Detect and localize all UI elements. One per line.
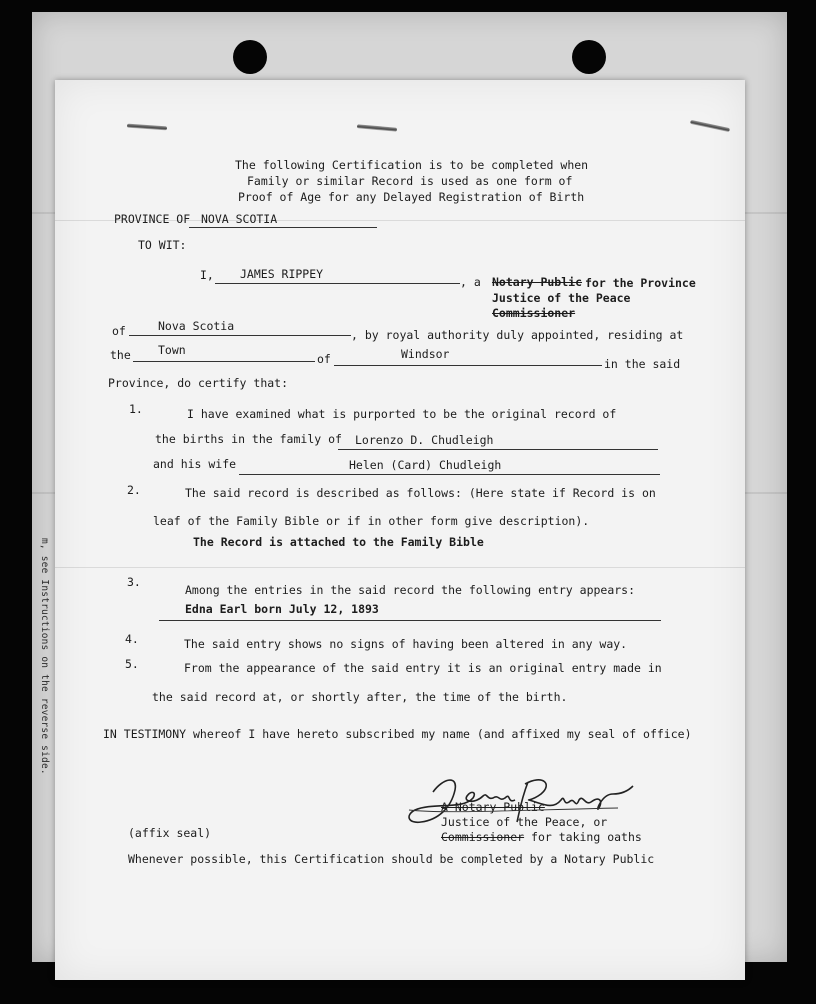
signature bbox=[403, 770, 638, 830]
item-3-text-a: Among the entries in the said record the following entry appears: bbox=[185, 583, 636, 597]
certificate-sheet bbox=[55, 80, 745, 980]
family-name: Lorenzo D. Chudleigh bbox=[355, 433, 494, 447]
of-label-2: of bbox=[317, 352, 331, 366]
header-line-2: Family or similar Record is used as one form of bbox=[247, 174, 573, 188]
item-1-text-a: I have examined what is purported to be the original record of bbox=[187, 407, 617, 421]
staple-right bbox=[690, 120, 730, 132]
sig-title-justice: Justice of the Peace, or bbox=[441, 815, 608, 829]
title-notary: Notary Public bbox=[492, 275, 583, 289]
place-value: Windsor bbox=[401, 347, 450, 361]
header-line-3: Proof of Age for any Delayed Registration of Birth bbox=[238, 190, 585, 204]
title-for-province: for the Province bbox=[585, 276, 696, 290]
sig-title-notary: A Notary Public bbox=[441, 800, 545, 814]
item-4-text: The said entry shows no signs of having been altered in any way. bbox=[184, 637, 628, 651]
item-5-number: 5. bbox=[125, 657, 139, 671]
province-label: PROVINCE OF bbox=[114, 212, 191, 226]
of-label: of bbox=[112, 324, 126, 338]
commissioner-struck: Commissioner bbox=[441, 830, 525, 844]
punch-hole-left bbox=[233, 40, 267, 74]
the-label: the bbox=[110, 348, 131, 362]
record-description: The Record is attached to the Family Bible bbox=[193, 535, 484, 549]
staple-middle bbox=[357, 124, 397, 131]
title-commissioner: Commissioner bbox=[492, 306, 576, 320]
sig-title-commissioner bbox=[441, 832, 642, 844]
punch-hole-right bbox=[572, 40, 606, 74]
header-line-1: The following Certification is to be completed when bbox=[235, 158, 589, 172]
officer-name: JAMES RIPPEY bbox=[240, 267, 324, 281]
of-value: Nova Scotia bbox=[158, 319, 235, 333]
the-value: Town bbox=[158, 343, 186, 357]
item-2-number: 2. bbox=[127, 483, 141, 497]
staple-left bbox=[127, 124, 167, 131]
footer-note: Whenever possible, this Certification should be completed by a Notary Public bbox=[128, 852, 655, 866]
item-2-text-a: The said record is described as follows: (Here state if Record is on bbox=[185, 486, 656, 500]
for-taking-oaths: for taking oaths bbox=[531, 830, 642, 844]
side-note: m, see Instructions on the reverse side. bbox=[39, 538, 50, 775]
province-value: NOVA SCOTIA bbox=[201, 212, 278, 226]
testimony: IN TESTIMONY whereof I have hereto subscribed my name (and affixed my seal of office) bbox=[103, 727, 692, 741]
item-1-number: 1. bbox=[129, 402, 143, 416]
a-label: , a bbox=[460, 275, 481, 289]
wife-name: Helen (Card) Chudleigh bbox=[349, 458, 502, 472]
title-justice: Justice of the Peace bbox=[492, 291, 631, 305]
item-3-number: 3. bbox=[127, 575, 141, 589]
province-certify: Province, do certify that: bbox=[108, 376, 289, 390]
i-label: I, bbox=[200, 268, 214, 282]
item-1-text-c: and his wife bbox=[153, 457, 237, 471]
in-the-said: in the said bbox=[604, 357, 681, 371]
item-2-text-b: leaf of the Family Bible or if in other form give description). bbox=[153, 514, 590, 528]
birth-entry: Edna Earl born July 12, 1893 bbox=[185, 602, 379, 616]
item-5-text-b: the said record at, or shortly after, the time of the birth. bbox=[152, 690, 568, 704]
item-4-number: 4. bbox=[125, 632, 139, 646]
affix-seal: (affix seal) bbox=[128, 826, 212, 840]
item-1-text-b: the births in the family of bbox=[155, 432, 342, 446]
to-wit: TO WIT: bbox=[138, 238, 187, 252]
item-5-text-a: From the appearance of the said entry it is an original entry made in bbox=[184, 661, 662, 675]
royal-authority: , by royal authority duly appointed, residing at bbox=[351, 328, 684, 342]
